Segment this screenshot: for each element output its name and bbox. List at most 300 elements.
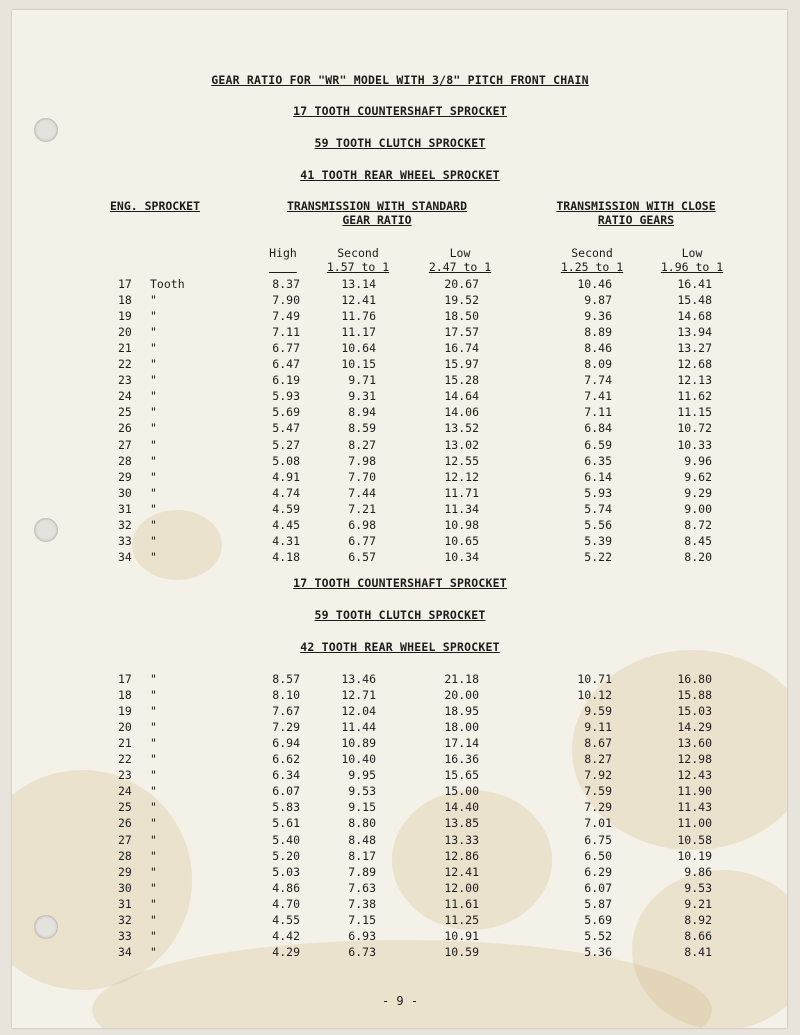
high-ratio-cell: 7.49 [272,309,300,324]
close-second-ratio-cell: 8.89 [584,325,612,340]
unit-cell: " [150,784,157,799]
close-low-ratio-cell: 10.58 [677,832,712,847]
close-low-ratio-cell: 13.60 [677,736,712,751]
close-header-line2: RATIO GEARS [597,213,675,227]
low-ratio-cell: 18.00 [444,720,479,735]
engine-sprocket-cell: 18 [118,293,132,308]
table-row [0,784,800,798]
close-low-ratio-cell: 9.86 [684,864,712,879]
unit-cell: " [150,672,157,686]
close-low-ratio: 1.96 to 1 [660,260,724,274]
close-second-ratio-cell: 5.36 [584,944,612,959]
unit-cell: " [150,688,157,703]
high-header [262,246,304,274]
high-ratio-cell: 8.57 [272,672,300,686]
section1-countershaft: 17 TOOTH COUNTERSHAFT SPROCKET [293,104,507,118]
table-row [0,865,800,879]
high-ratio-cell: 7.11 [272,325,300,340]
engine-sprocket-cell: 32 [118,517,132,532]
close-second-ratio-cell: 7.92 [584,768,612,783]
second-ratio-cell: 10.64 [341,341,376,356]
second-ratio-cell: 8.59 [348,421,376,436]
high-ratio-cell: 4.91 [272,469,300,484]
high-ratio-cell: 4.55 [272,912,300,927]
close-low-ratio-cell: 9.21 [684,896,712,911]
second-ratio-cell: 10.40 [341,752,376,767]
high-ratio-cell: 4.74 [272,485,300,500]
close-low-ratio-cell: 9.62 [684,469,712,484]
table-row [0,752,800,766]
low-ratio-cell: 12.55 [444,453,479,468]
low-ratio-cell: 13.85 [444,816,479,831]
unit-cell: " [150,848,157,863]
high-ratio-cell: 5.40 [272,832,300,847]
unit-cell: " [150,704,157,719]
close-low-ratio-cell: 13.27 [677,341,712,356]
close-low-ratio-cell: 12.98 [677,752,712,767]
close-second-ratio-cell: 10.46 [577,277,612,291]
table-row [0,518,800,532]
table-row [0,881,800,895]
engine-sprocket-cell: 28 [118,453,132,468]
engine-sprocket-cell: 30 [118,880,132,895]
table-row [0,672,800,686]
table-row [0,357,800,371]
high-ratio-cell: 4.59 [272,501,300,516]
table-row [0,913,800,927]
second-ratio-cell: 7.98 [348,453,376,468]
low-header [418,246,502,274]
standard-header [262,199,492,227]
second-label: Second [337,246,379,260]
second-ratio-cell: 7.89 [348,864,376,879]
second-ratio-cell: 9.15 [348,800,376,815]
high-ratio-cell: 7.29 [272,720,300,735]
low-ratio-cell: 15.65 [444,768,479,783]
table-row [0,373,800,387]
close-second-ratio-cell: 6.75 [584,832,612,847]
close-low-ratio-cell: 14.68 [677,309,712,324]
close-low-ratio-cell: 10.33 [677,437,712,452]
table-row [0,550,800,564]
second-ratio-cell: 7.21 [348,501,376,516]
close-low-ratio-cell: 9.96 [684,453,712,468]
low-ratio-cell: 10.65 [444,533,479,548]
close-low-ratio-cell: 8.45 [684,533,712,548]
unit-cell: " [150,293,157,308]
table-row [0,534,800,548]
engine-sprocket-cell: 34 [118,944,132,959]
table-row [0,341,800,355]
table-row [0,325,800,339]
close-second-ratio-cell: 6.29 [584,864,612,879]
close-low-ratio-cell: 15.88 [677,688,712,703]
close-second-ratio-cell: 5.69 [584,912,612,927]
close-low-ratio-cell: 10.19 [677,848,712,863]
second-ratio-cell: 12.04 [341,704,376,719]
low-ratio-cell: 13.02 [444,437,479,452]
close-second-ratio-cell: 8.09 [584,357,612,372]
second-ratio-cell: 8.17 [348,848,376,863]
close-second-ratio-cell: 5.87 [584,896,612,911]
engine-sprocket-cell: 17 [118,277,132,291]
engine-sprocket-cell: 24 [118,389,132,404]
close-second-ratio-cell: 5.22 [584,549,612,564]
unit-cell: Tooth [150,277,185,291]
table-row [0,833,800,847]
high-ratio-cell: 5.03 [272,864,300,879]
table-row [0,421,800,435]
unit-cell: " [150,736,157,751]
engine-sprocket-cell: 20 [118,325,132,340]
second-ratio-cell: 12.71 [341,688,376,703]
high-ratio-cell: 4.31 [272,533,300,548]
second-ratio-cell: 7.38 [348,896,376,911]
section1-rear: 41 TOOTH REAR WHEEL SPROCKET [300,168,500,182]
close-header-line1: TRANSMISSION WITH CLOSE [556,199,716,213]
close-second-ratio-cell: 5.93 [584,485,612,500]
close-low-ratio-cell: 9.53 [684,880,712,895]
second-ratio-cell: 6.93 [348,928,376,943]
high-ratio-cell: 5.27 [272,437,300,452]
engine-sprocket-cell: 27 [118,832,132,847]
close-second-ratio-cell: 6.59 [584,437,612,452]
unit-cell: " [150,405,157,420]
second-ratio-cell: 9.53 [348,784,376,799]
low-ratio-cell: 14.64 [444,389,479,404]
low-ratio-cell: 15.00 [444,784,479,799]
engine-sprocket-cell: 24 [118,784,132,799]
low-ratio-cell: 12.00 [444,880,479,895]
second-ratio-cell: 9.71 [348,373,376,388]
high-ratio-cell: 8.37 [272,277,300,291]
unit-cell: " [150,501,157,516]
high-ratio-cell: 6.19 [272,373,300,388]
close-second-ratio-cell: 9.36 [584,309,612,324]
close-low-header [650,246,734,274]
close-second-ratio-cell: 5.74 [584,501,612,516]
second-ratio-cell: 10.89 [341,736,376,751]
table-row [0,897,800,911]
close-second-ratio-cell: 9.11 [584,720,612,735]
low-label: Low [449,246,471,260]
engine-sprocket-cell: 33 [118,533,132,548]
second-ratio-cell: 13.46 [341,672,376,686]
unit-cell: " [150,896,157,911]
engine-sprocket-cell: 31 [118,896,132,911]
low-ratio-cell: 20.67 [444,277,479,291]
high-ratio-cell: 5.61 [272,816,300,831]
standard-header-line1: TRANSMISSION WITH STANDARD [286,199,467,213]
close-low-ratio-cell: 8.20 [684,549,712,564]
high-ratio-cell: 5.93 [272,389,300,404]
high-ratio-cell: 4.45 [272,517,300,532]
second-ratio-cell: 6.73 [348,944,376,959]
high-ratio-cell: 4.18 [272,549,300,564]
unit-cell: " [150,752,157,767]
high-ratio-cell: 4.70 [272,896,300,911]
high-ratio-cell: 4.86 [272,880,300,895]
unit-cell: " [150,421,157,436]
second-ratio-cell: 8.27 [348,437,376,452]
low-ratio-cell: 21.18 [444,672,479,686]
engine-sprocket-cell: 25 [118,800,132,815]
close-low-ratio-cell: 8.72 [684,517,712,532]
second-ratio-cell: 9.95 [348,768,376,783]
engine-sprocket-cell: 18 [118,688,132,703]
close-header [536,199,736,227]
close-low-ratio-cell: 8.66 [684,928,712,943]
table-row [0,929,800,943]
unit-cell: " [150,800,157,815]
low-ratio-cell: 17.14 [444,736,479,751]
unit-cell: " [150,533,157,548]
engine-sprocket-cell: 23 [118,373,132,388]
close-second-ratio-cell: 8.46 [584,341,612,356]
table-row [0,486,800,500]
engine-sprocket-cell: 20 [118,720,132,735]
table-row [0,405,800,419]
table-row [0,502,800,516]
close-second-ratio: 1.25 to 1 [560,260,624,274]
close-low-ratio-cell: 12.13 [677,373,712,388]
section1-clutch: 59 TOOTH CLUTCH SPROCKET [314,136,486,150]
engine-sprocket-cell: 23 [118,768,132,783]
table-row [0,293,800,307]
table-row [0,816,800,830]
high-underline [262,260,304,274]
second-ratio-cell: 7.63 [348,880,376,895]
table-row [0,704,800,718]
second-ratio-cell: 11.17 [341,325,376,340]
unit-cell: " [150,720,157,735]
engine-sprocket-cell: 26 [118,421,132,436]
high-ratio-cell: 5.08 [272,453,300,468]
low-ratio: 2.47 to 1 [428,260,492,274]
low-ratio-cell: 12.86 [444,848,479,863]
low-ratio-cell: 13.52 [444,421,479,436]
engine-sprocket-cell: 27 [118,437,132,452]
low-ratio-cell: 14.06 [444,405,479,420]
low-ratio-cell: 18.95 [444,704,479,719]
low-ratio-cell: 18.50 [444,309,479,324]
table-row [0,309,800,323]
section2-clutch: 59 TOOTH CLUTCH SPROCKET [314,608,486,622]
table-row [0,849,800,863]
low-ratio-cell: 17.57 [444,325,479,340]
close-low-ratio-cell: 9.29 [684,485,712,500]
unit-cell: " [150,549,157,564]
engine-sprocket-cell: 19 [118,704,132,719]
table-row [0,688,800,702]
second-ratio-cell: 7.44 [348,485,376,500]
close-low-ratio-cell: 16.41 [677,277,712,291]
high-ratio-cell: 6.94 [272,736,300,751]
low-ratio-cell: 16.74 [444,341,479,356]
unit-cell: " [150,944,157,959]
low-ratio-cell: 11.61 [444,896,479,911]
high-ratio-cell: 6.47 [272,357,300,372]
close-second-ratio-cell: 5.39 [584,533,612,548]
engine-sprocket-cell: 17 [118,672,132,686]
second-ratio-cell: 11.44 [341,720,376,735]
engine-sprocket-cell: 32 [118,912,132,927]
high-ratio-cell: 5.47 [272,421,300,436]
close-second-ratio-cell: 7.41 [584,389,612,404]
eng-sprocket-header [100,199,210,213]
close-low-ratio-cell: 9.00 [684,501,712,516]
unit-cell: " [150,325,157,340]
close-low-ratio-cell: 13.94 [677,325,712,340]
high-ratio-cell: 6.62 [272,752,300,767]
unit-cell: " [150,928,157,943]
low-ratio-cell: 19.52 [444,293,479,308]
unit-cell: " [150,485,157,500]
close-second-ratio-cell: 8.27 [584,752,612,767]
low-ratio-cell: 10.98 [444,517,479,532]
second-ratio-cell: 12.41 [341,293,376,308]
standard-header-line2: GEAR RATIO [342,213,412,227]
second-ratio-cell: 6.77 [348,533,376,548]
engine-sprocket-cell: 31 [118,501,132,516]
close-second-ratio-cell: 6.14 [584,469,612,484]
high-ratio-cell: 5.83 [272,800,300,815]
second-ratio-cell: 6.57 [348,549,376,564]
high-ratio-cell: 7.90 [272,293,300,308]
table-row [0,736,800,750]
table-row [0,277,800,291]
engine-sprocket-cell: 22 [118,357,132,372]
engine-sprocket-cell: 21 [118,341,132,356]
close-second-ratio-cell: 8.67 [584,736,612,751]
low-ratio-cell: 20.00 [444,688,479,703]
close-low-ratio-cell: 11.90 [677,784,712,799]
close-low-ratio-cell: 11.62 [677,389,712,404]
engine-sprocket-cell: 33 [118,928,132,943]
eng-sprocket-label: ENG. SPROCKET [109,199,200,213]
high-ratio-cell: 4.29 [272,944,300,959]
table-row [0,768,800,782]
engine-sprocket-cell: 26 [118,816,132,831]
close-second-ratio-cell: 6.07 [584,880,612,895]
table-row [0,454,800,468]
engine-sprocket-cell: 30 [118,485,132,500]
close-low-ratio-cell: 15.03 [677,704,712,719]
second-ratio-cell: 7.15 [348,912,376,927]
high-ratio-cell: 5.69 [272,405,300,420]
unit-cell: " [150,768,157,783]
section2-countershaft: 17 TOOTH COUNTERSHAFT SPROCKET [293,576,507,590]
engine-sprocket-cell: 19 [118,309,132,324]
unit-cell: " [150,453,157,468]
second-ratio-cell: 10.15 [341,357,376,372]
high-ratio-cell: 4.42 [272,928,300,943]
second-ratio-cell: 6.98 [348,517,376,532]
low-ratio-cell: 12.41 [444,864,479,879]
close-second-header [550,246,634,274]
unit-cell: " [150,309,157,324]
close-second-ratio-cell: 7.01 [584,816,612,831]
close-low-ratio-cell: 11.15 [677,405,712,420]
engine-sprocket-cell: 21 [118,736,132,751]
low-ratio-cell: 11.34 [444,501,479,516]
close-second-label: Second [571,246,613,260]
low-ratio-cell: 10.34 [444,549,479,564]
close-second-ratio-cell: 5.52 [584,928,612,943]
unit-cell: " [150,437,157,452]
table-row [0,800,800,814]
low-ratio-cell: 14.40 [444,800,479,815]
second-ratio-cell: 9.31 [348,389,376,404]
unit-cell: " [150,469,157,484]
high-label: High [269,246,297,260]
close-low-ratio-cell: 8.92 [684,912,712,927]
document-title: GEAR RATIO FOR "WR" MODEL WITH 3/8" PITCH FRONT CHAIN [211,73,589,87]
unit-cell: " [150,864,157,879]
close-second-ratio-cell: 7.11 [584,405,612,420]
engine-sprocket-cell: 34 [118,549,132,564]
unit-cell: " [150,816,157,831]
page-number: - 9 - [381,994,419,1008]
close-second-ratio-cell: 9.59 [584,704,612,719]
close-low-ratio-cell: 11.00 [677,816,712,831]
close-low-ratio-cell: 15.48 [677,293,712,308]
close-second-ratio-cell: 5.56 [584,517,612,532]
engine-sprocket-cell: 22 [118,752,132,767]
close-second-ratio-cell: 7.74 [584,373,612,388]
engine-sprocket-cell: 28 [118,848,132,863]
close-second-ratio-cell: 7.29 [584,800,612,815]
table-row [0,470,800,484]
second-ratio-cell: 8.48 [348,832,376,847]
unit-cell: " [150,341,157,356]
close-low-ratio-cell: 14.29 [677,720,712,735]
engine-sprocket-cell: 29 [118,469,132,484]
low-ratio-cell: 15.97 [444,357,479,372]
low-ratio-cell: 13.33 [444,832,479,847]
second-ratio-cell: 7.70 [348,469,376,484]
close-low-ratio-cell: 12.43 [677,768,712,783]
high-ratio-cell: 7.67 [272,704,300,719]
table-row [0,389,800,403]
second-ratio-cell: 8.94 [348,405,376,420]
table-row [0,720,800,734]
low-ratio-cell: 11.71 [444,485,479,500]
close-second-ratio-cell: 6.35 [584,453,612,468]
engine-sprocket-cell: 29 [118,864,132,879]
low-ratio-cell: 10.59 [444,944,479,959]
close-low-ratio-cell: 16.80 [677,672,712,686]
low-ratio-cell: 16.36 [444,752,479,767]
unit-cell: " [150,517,157,532]
low-ratio-cell: 15.28 [444,373,479,388]
section2-rear: 42 TOOTH REAR WHEEL SPROCKET [300,640,500,654]
unit-cell: " [150,832,157,847]
second-ratio-cell: 8.80 [348,816,376,831]
high-ratio-cell: 6.77 [272,341,300,356]
close-second-ratio-cell: 7.59 [584,784,612,799]
close-low-label: Low [681,246,703,260]
unit-cell: " [150,912,157,927]
close-low-ratio-cell: 12.68 [677,357,712,372]
high-ratio-cell: 6.07 [272,784,300,799]
second-ratio-cell: 13.14 [341,277,376,291]
low-ratio-cell: 12.12 [444,469,479,484]
low-ratio-cell: 10.91 [444,928,479,943]
close-second-ratio-cell: 6.50 [584,848,612,863]
close-second-ratio-cell: 10.12 [577,688,612,703]
table-row [0,945,800,959]
